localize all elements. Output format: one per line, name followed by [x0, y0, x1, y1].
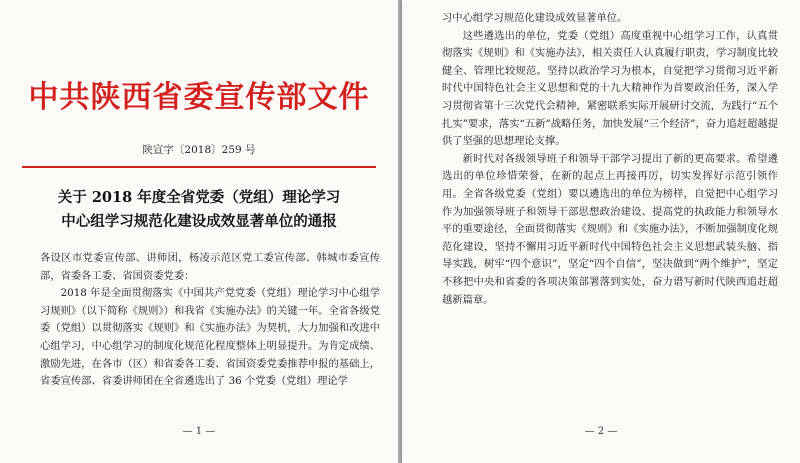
page-2-body: [442, 10, 778, 309]
body-paragraph: 新时代对各级领导班子和领导干部学习提出了新的更高要求。希望遴选出的单位珍惜荣誉，在新的起点上再接再厉，切实发挥好示范引领作用。全省各级党委（党组）要以遴选出的单位为榜样，自觉把中心组学习作为加强领导班子和领导干部思想政治建设、提高党的执政能力和领导水平的重要途径，全面贯彻落实《规则》和《实施办法》，不断加强制度化规范化建设，坚持不懈用习近平新时代中国特色社会主义思想武装头脑、指导实践，树牢“四个意识”，坚定“四个自信”，坚决做到“两个维护”，坚定不移把中央和省委的各项决策部署落到实处，奋力谱写新时代陕西追赶超越新篇章。: [442, 152, 778, 306]
document-page-1: [0, 0, 398, 463]
notice-title-line-1: 关于 2018 年度全省党委（党组）理论学习: [57, 189, 341, 206]
document-number: 陕宣字〔2018〕259 号: [142, 144, 256, 156]
body-paragraph: 2018 年是全面贯彻落实《中国共产党党委（党组）理论学习中心组学习规则》（以下简称《规则》）和我省《实施办法》的关键一年。全省各级党委（党组）以贯彻落实《规则》和《实施办法》为契机，大力加强和改进中心组学习，中心组学习的制度化规范化程度整体上明显提升。为肯定成绩、激励先进，在各市（区）和省委各工委、省国资委党委推荐申报的基础上，省委宣传部、省委讲师团在全省遴选出了 36 个党委（党组）理论学: [40, 287, 380, 388]
document-header-title: 中共陕西省委宣传部文件: [28, 80, 370, 115]
red-divider-line: [22, 166, 376, 168]
notice-title-line-2: 中心组学习规范化建设成效显著单位的通报: [61, 213, 337, 230]
addressee-paragraph: 各设区市党委宣传部、讲师团，杨凌示范区党工委宣传部、韩城市委宣传部，省委各工委、省国资委党委：: [40, 252, 380, 282]
continued-paragraph: 习中心组学习规范化建设成效显著单位。: [442, 12, 628, 24]
document-page-2: [402, 0, 800, 463]
page-1-body: [40, 250, 380, 391]
page-number: — 2 —: [584, 426, 618, 437]
notice-title: [0, 186, 398, 234]
body-paragraph: 这些遴选出的单位，党委（党组）高度重视中心组学习工作，认真贯彻落实《规则》和《实施办法》，相关责任人认真履行职责，学习制度比较健全、管理比较规范。坚持以政治学习为根本，自觉把学习贯彻习近平新时代中国特色社会主义思想和党的十九大精神作为首要政治任务，深入学习贯彻省第十三次党代会精神，紧密联系实际开展研讨交流，为践行“五个扎实”要求，落实“五新”战略任务，加快发展“三个经济”，奋力追赶超越提供了坚强的思想理论支撑。: [442, 29, 778, 148]
page-number: — 1 —: [182, 426, 216, 437]
